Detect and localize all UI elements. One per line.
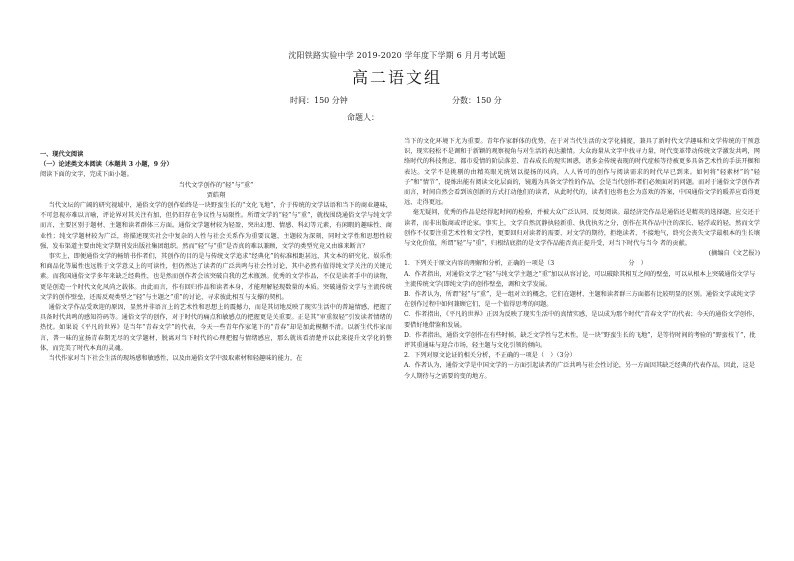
paragraph: 通俗文学作品受欢迎的原因，显然并非语言上的艺术性和思想上的震撼力，而是其切地反映了现实生活中的普遍情感，把握了具备时代共鸣的感知符码等。通俗文学的创作，对于时代的痛点和敏感点的把握更是关重要。正是其“审重叙轻”引发读者情绪的热忱。如果说《平凡的世界》是当年“青春文学”的代表，今天一些青年作家笔下的“青春”却是加此模糊不清。以新生代作家而言，普一味的宣扬青春期无尽的文学题材，脱离对当下时代的心理把握与情绪感应，那么就该看清楚并以此来提升文学化的整体，而完美了时代本真的灵魂。 [40,304,392,352]
school-line: 沈阳铁路实验中学 2019-2020 学年度下学期 6 月月考试题 [288,51,506,60]
paragraph: 当代文坛的广阔的研究视域中，通俗文学的创作始终是一块野蛮生长的“文化飞地”，介于传统的文学话语和当下的商业趣味，不可忽视亦难以言喻，评论界对其关注有加，但仍旧存在争议性与局限性。所谓文学的“轻”与“重”，就找围绕通俗文学与纯文学而言，主要区别于题材、主题和读者群体三方面。通俗文学题材较为轻盈，突出幻想、情感、科幻等元素，有闲暇的趣味性、商业性；纯文学题材较为广泛，将描述现实社会中复杂的人性与社会关系作为重要议题，主题较为深刻，同时文学性和思想性较强，发布渠道主要由纯文学期刊发出版社集团组织。然而“轻”与“重”是否真的难以兼顾，文学的类型究竟又由谁来断言？ [40,202,392,250]
exam-header [0,50,794,88]
exam-author: 命题人： [347,113,379,122]
exam-title: 高二语文组 [351,68,442,87]
option-1d: D．作者指出，通俗文学创作在有些时候，缺乏文学性与艺术性，是一块“野蛮生长的飞地”，是等待时间的考验的“野蛮枝丫”，批评其重通味与迎合市场，轻主题与文化引领的倾向。 [404,331,756,350]
option-1b: B．作者认为，所谓“轻”与“重”，是一组对立的概念，它们在题材、主题和读者群三方面都有比较明显的区别。通俗文学或纯文学在创作过程中如何兼顾它们，是一个值得思考的问题。 [404,291,756,309]
exam-score: 分数：150 分 [452,96,502,105]
paragraph: 当代作家对当下社会生活的现场感和敏感性，以及由通俗文学中汲取素材和轻趣味的能力，在 [48,355,303,363]
section-heading: 一、现代文阅读 [40,151,84,158]
subsection-heading: （一）论述类文本阅读（本题共 3 小题，9 分） [40,161,173,169]
exam-time: 时间：150 分钟 [290,96,348,105]
article-author: 贾皓翔 [206,191,226,199]
paragraph: 毫无疑问，优秀的作品是经得起时间的检验，并被大众广泛认同、反复阅读。最经济完作品是通俗还是精英的选择题，应交还于读者，而非出版商或评论家。事实上，文学自然沉静执轻新重、执优执劣之分，创作在其作品中注的深长、轻浮或的轻，然而文学创作不仅要注重艺术性和文学性，更要回归对读者的需要、对文学的期待，拒绝读者、不接地气，終究会丧失文学最根本的生长壤与文化价值，所谓“轻”与“重”，归根结底指的是文学作品能否真正提升受，对当下时代与当今 者的贡献。 [404,209,760,248]
instructions: 阅读下面的文字，完成下面小题。 [40,171,133,179]
question-1: 1．下列关于原文内容的理解和分析，正确的一项是（3 分 ） [404,260,647,268]
option-2a: A．作者认为，通俗文学是中国文学的一方面引起读者的广泛共鸣与社会性讨论，另一方面因其缺乏经典的代表作品，因此，这是令人期待与之需要的变的地方。 [404,362,755,380]
source-note: (摘编自《文艺报》) [708,250,760,258]
right-column [404,137,760,382]
paragraph: 当下的文化环境下尤为重要。青年作家群体的优势，在于对当代生活的文学化捕捉，兼具了新时代文学趣味和文学传统的干预意识，现实轻松不是调和于新颖的观察视角与对生活的表达激情。大众海量从文字中找寻力量，时代变革带动传统文学激发共鸣，网络时代的科技焦虑、都市爱情的阶层落差、青春成长的现实困惑，诸多金传统表现的时代症候等待被更多具备艺术性的手法开掘和表达。文学不是挑剔的由精英眼光统划以提扬的风尚，人人皆可的创作与阅读需求的时代早已到来。如何将“轻素材”的“轻子”和“情节”，提炼出能有阅读文化层面的，镜遇为具备文学性的作品，会是当代创作者们必须面对的问题。而对于通俗文学创作者而言，时间自然会看到该创新的方式打动他们的读者，从此时代的，读者们也将也会为喜欢的答案，中国通俗文学的暖养应看得更远、走得更远。 [404,138,760,207]
paragraph: 事实上，即便通俗文学的畅销书作者们，其创作的目的是与传统文学追求“经典化”的标准相距甚远，其文本的研究化、娱乐性和商品化等属性也远胜于文学意义上的可读性，但仍然达了读者的广泛共鸣与社会性讨论，其中必然有值得纯文学关注的关键元素。而我国通俗文学多年来缺乏经典性，也是然而创作者会该突破自我的艺术瓶颈。优秀的文学作品，不仅是读者手中的读物，更是创造一个时代文化风尚之载体。由此而言，作有回归作品和读者本身，才能理解轻现数量的本质。突破通俗文学与主流传统文学的创作壁垒，还需反观类型之“轻”与主题之“重”的讨论，寻求彼此相互与支撑的契机。 [40,253,392,301]
option-1a: A．作者指出，对通俗文学之“轻”与纯文学主题之“重”加以从容讨论，可以破除其相互之间的壁垒，可以从根本上突破通俗文学与主流传统文学(即纯文学)的创作壁垒，调和文学发展。 [404,270,756,288]
article-title: 当代文学创作的“轻”与“重” [178,181,254,189]
question-2: 2．下列对原文论证的相关分析，不正确的一项是（ ）（3分） [404,352,576,360]
left-column [40,150,392,364]
option-1c: C．作者指出，《平凡的世界》正因为反映了现实生活中的真情实感，是以成为那个时代“青春文学”的代表；今天的通俗文学创作，要借好地借鉴和发展。 [404,311,759,329]
